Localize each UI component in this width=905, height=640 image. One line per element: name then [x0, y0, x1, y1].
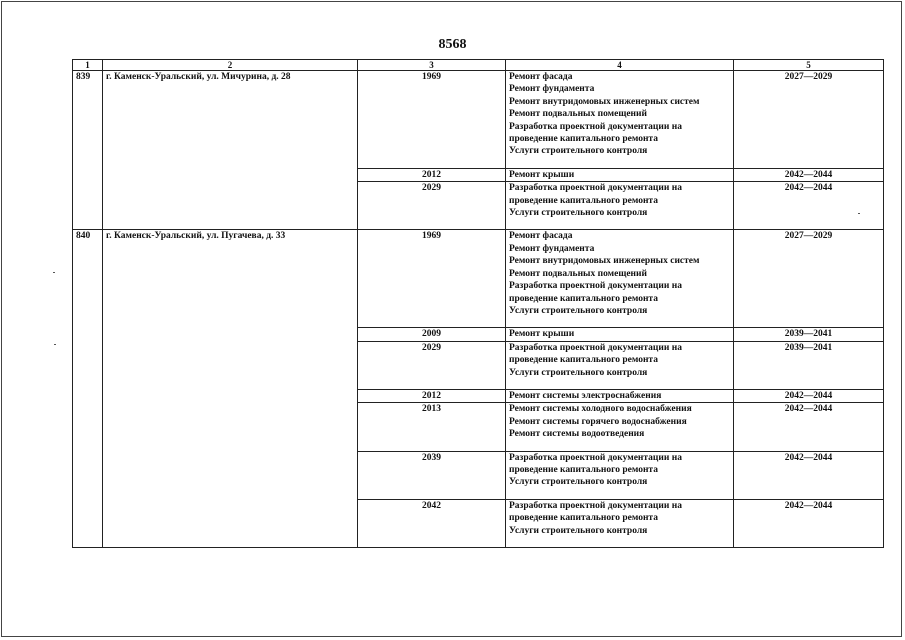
work-item: Ремонт системы электроснабжения	[509, 390, 662, 401]
work-item: проведение капитального ремонта	[509, 195, 658, 206]
column-header: 3	[358, 60, 506, 71]
work-item: Разработка проектной документации на	[509, 452, 682, 463]
work-item: Ремонт фундамента	[509, 243, 595, 254]
work-item: Ремонт фундамента	[509, 84, 595, 95]
work-item: Ремонт подвальных помещений	[509, 268, 647, 279]
year-cell: 1969	[358, 230, 506, 328]
works-cell	[506, 389, 734, 402]
column-header: 5	[734, 60, 884, 71]
works-cell	[506, 341, 734, 389]
building-address: г. Каменск-Уральский, ул. Мичурина, д. 28	[103, 71, 358, 230]
works-cell	[506, 71, 734, 169]
table-row	[73, 230, 884, 328]
period-cell: 2039—2041	[734, 341, 884, 389]
work-item: Услуги строительного контроля	[509, 146, 648, 157]
period-cell: 2042—2044	[734, 182, 884, 230]
work-item: Разработка проектной документации на	[509, 342, 682, 353]
work-item: Ремонт системы холодного водоснабжения	[509, 404, 692, 415]
column-header: 4	[506, 60, 734, 71]
work-item: Ремонт внутридомовых инженерных систем	[509, 256, 700, 267]
work-item: Услуги строительного контроля	[509, 525, 648, 536]
works-cell	[506, 499, 734, 547]
header-row	[73, 60, 884, 71]
period-cell: 2027—2029	[734, 230, 884, 328]
year-cell: 2013	[358, 403, 506, 451]
scan-speck	[54, 344, 56, 345]
table-row	[73, 71, 884, 169]
work-item: проведение капитального ремонта	[509, 513, 658, 524]
scan-speck	[858, 213, 860, 214]
column-header: 2	[103, 60, 358, 71]
table-body	[73, 71, 884, 548]
building-number: 839	[73, 71, 103, 230]
work-item: Ремонт системы водоотведения	[509, 429, 645, 440]
work-item: Разработка проектной документации на	[509, 500, 682, 511]
work-item: Ремонт подвальных помещений	[509, 109, 647, 120]
works-cell	[506, 403, 734, 451]
period-cell: 2042—2044	[734, 403, 884, 451]
work-item: Ремонт фасада	[509, 231, 573, 242]
year-cell: 2012	[358, 168, 506, 181]
period-cell: 2042—2044	[734, 168, 884, 181]
period-cell: 2042—2044	[734, 451, 884, 499]
work-item: Разработка проектной документации на	[509, 183, 682, 194]
work-item: Услуги строительного контроля	[509, 367, 648, 378]
work-item: Ремонт внутридомовых инженерных систем	[509, 96, 700, 107]
work-item: Ремонт крыши	[509, 329, 575, 340]
works-cell	[506, 168, 734, 181]
year-cell: 2029	[358, 182, 506, 230]
year-cell: 2009	[358, 328, 506, 341]
work-item: Услуги строительного контроля	[509, 208, 648, 219]
work-item: Ремонт фасада	[509, 72, 573, 82]
column-header: 1	[73, 60, 103, 71]
period-cell: 2039—2041	[734, 328, 884, 341]
work-item: проведение капитального ремонта	[509, 464, 658, 475]
works-cell	[506, 230, 734, 328]
year-cell: 2029	[358, 341, 506, 389]
work-item: проведение капитального ремонта	[509, 293, 658, 304]
year-cell: 2042	[358, 499, 506, 547]
works-cell	[506, 182, 734, 230]
work-item: Разработка проектной документации на	[509, 121, 682, 132]
capital-repair-table	[72, 59, 884, 548]
period-cell: 2042—2044	[734, 389, 884, 402]
work-item: Ремонт крыши	[509, 169, 575, 180]
scan-speck	[53, 272, 55, 273]
work-item: Ремонт системы горячего водоснабжения	[509, 416, 687, 427]
works-cell	[506, 451, 734, 499]
work-item: проведение капитального ремонта	[509, 134, 658, 145]
work-item: проведение капитального ремонта	[509, 355, 658, 366]
year-cell: 1969	[358, 71, 506, 169]
page-number: 8568	[438, 37, 467, 52]
period-cell: 2042—2044	[734, 499, 884, 547]
work-item: Услуги строительного контроля	[509, 305, 648, 316]
work-item: Услуги строительного контроля	[509, 477, 648, 488]
work-item: Разработка проектной документации на	[509, 281, 682, 292]
building-address: г. Каменск-Уральский, ул. Пугачева, д. 33	[103, 230, 358, 548]
year-cell: 2012	[358, 389, 506, 402]
year-cell: 2039	[358, 451, 506, 499]
works-cell	[506, 328, 734, 341]
building-number: 840	[73, 230, 103, 548]
period-cell: 2027—2029	[734, 71, 884, 169]
